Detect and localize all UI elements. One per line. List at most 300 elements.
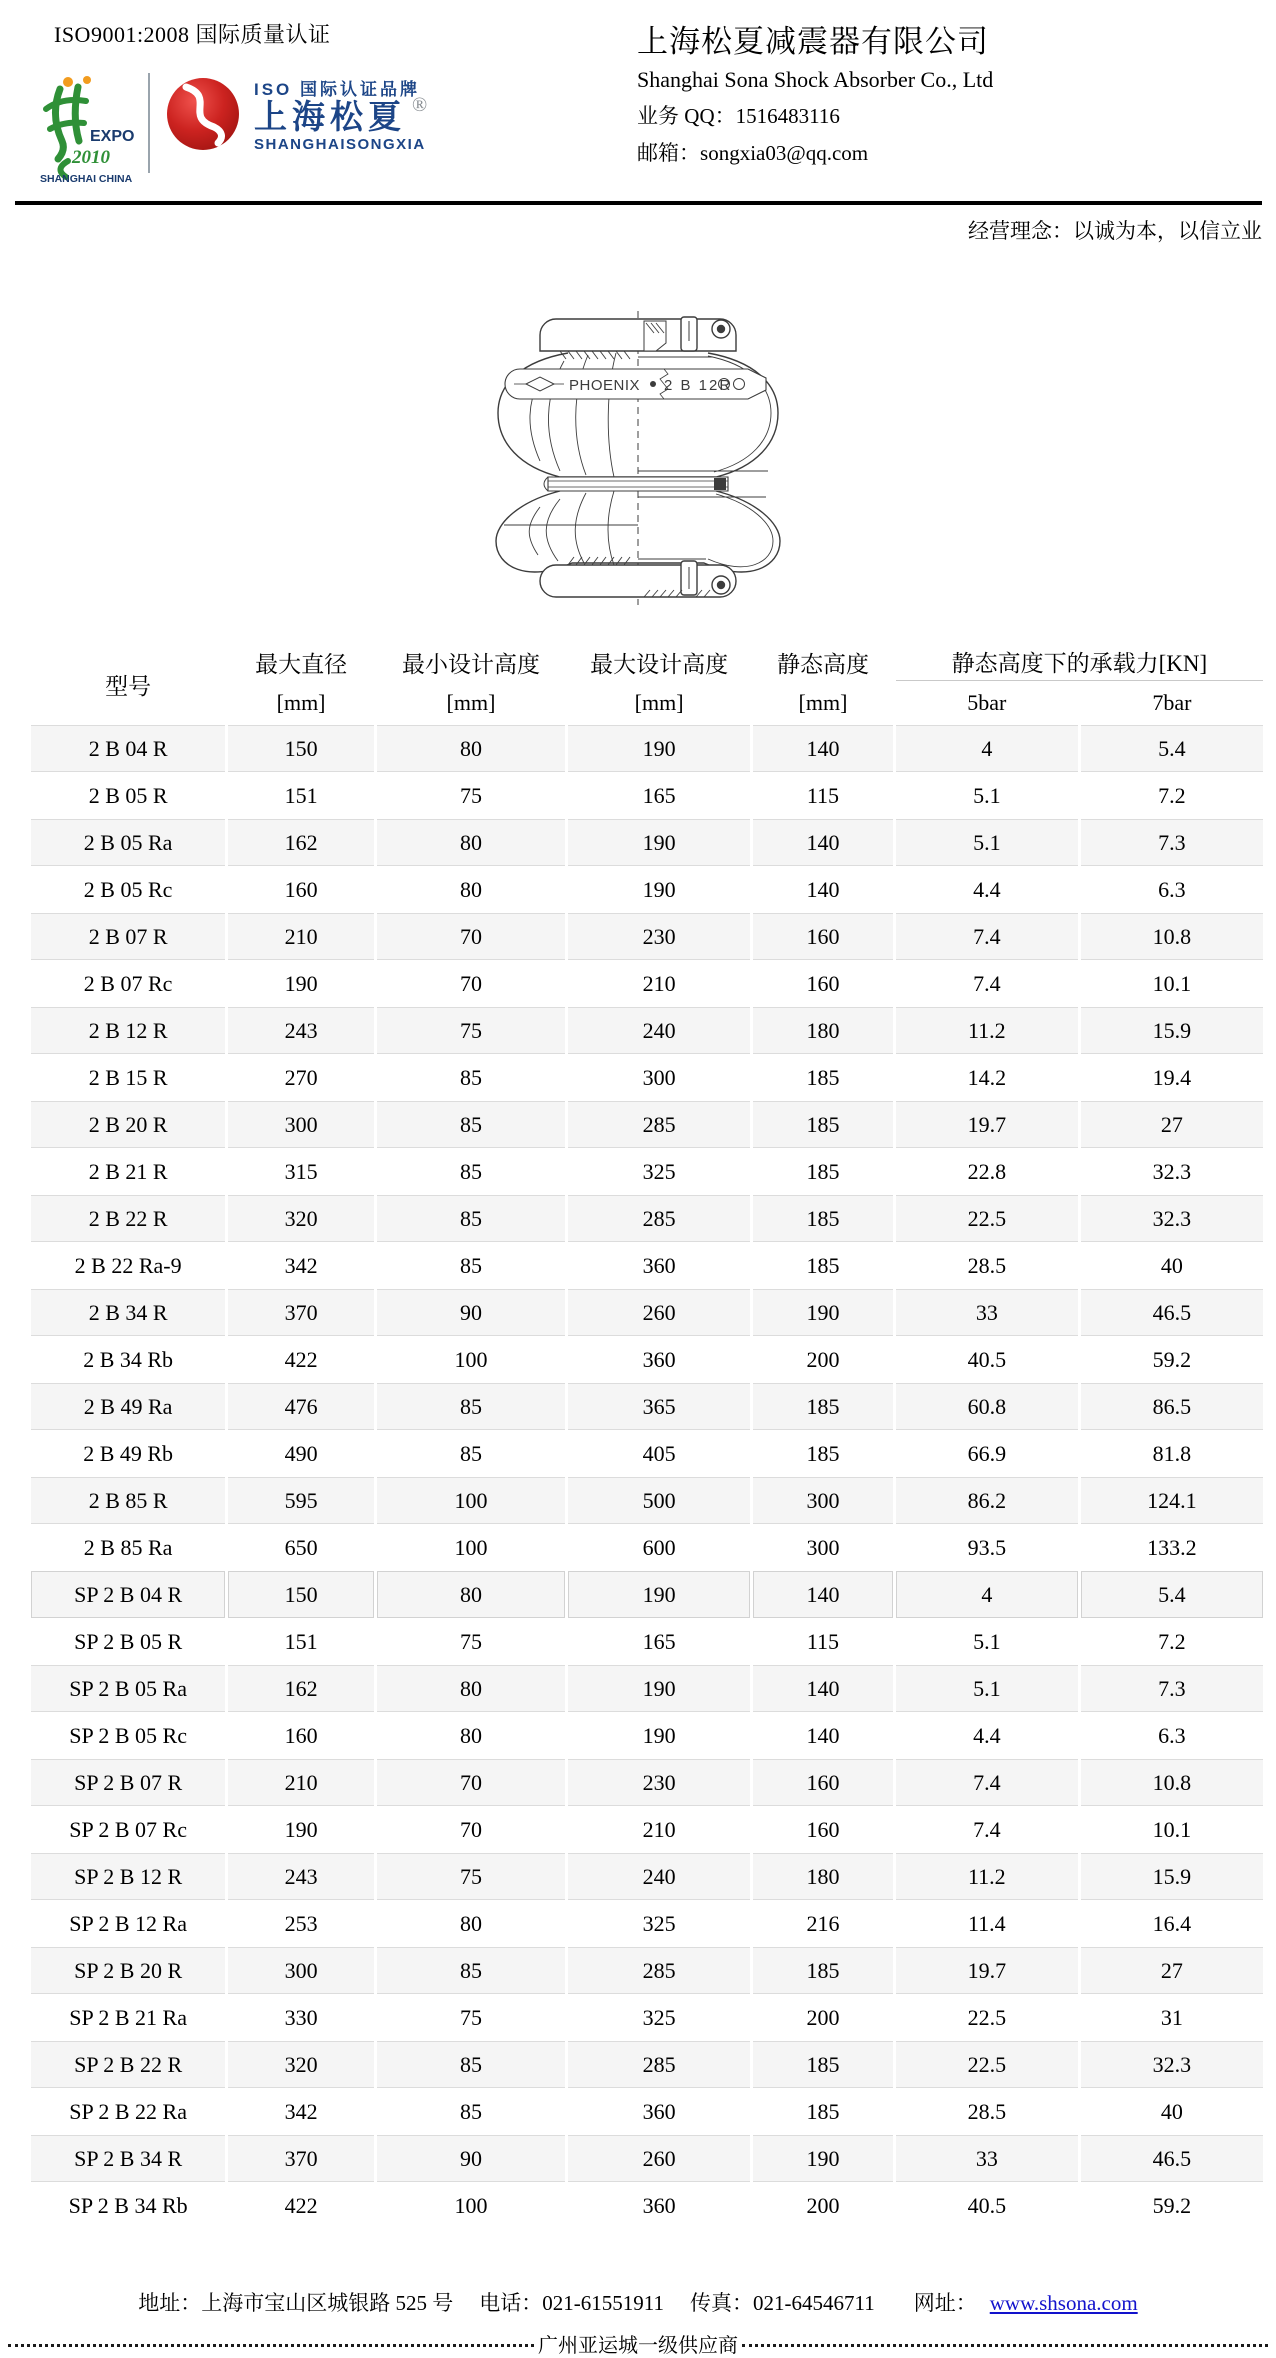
value-cell: 160	[284, 1722, 318, 1748]
value-cell: 22.5	[967, 2004, 1007, 2030]
value-cell: 90	[377, 1289, 565, 1336]
value-cell: 33	[896, 1289, 1078, 1336]
table-row	[31, 2182, 1263, 2229]
page-header	[0, 10, 1276, 187]
table-row	[31, 1101, 1263, 1148]
value-cell: 32.3	[1081, 2041, 1263, 2088]
value-cell: 260	[568, 1289, 750, 1336]
value-cell: 75	[459, 782, 482, 808]
footer-phone: 电话：021-61551911	[479, 2291, 665, 2315]
value-cell: 185	[806, 1158, 840, 1184]
col-unit-max-diameter: [mm]	[276, 690, 326, 715]
spec-table	[28, 631, 1266, 2229]
spec-table-section	[0, 605, 1276, 2229]
table-row	[31, 1759, 1263, 1806]
value-cell: 75	[377, 1853, 565, 1900]
value-cell: 160	[284, 876, 318, 902]
value-cell: 216	[806, 1910, 840, 1936]
page-footer	[0, 2287, 1276, 2358]
value-cell: 86.5	[1081, 1383, 1263, 1430]
model-cell: 2 B 20 R	[31, 1101, 225, 1148]
supplier-banner-text: 广州亚运城一级供应商	[538, 2335, 738, 2357]
value-cell: 140	[753, 1571, 893, 1618]
value-cell: 70	[459, 970, 482, 996]
logo-row	[38, 69, 637, 187]
value-cell: 14.2	[967, 1064, 1007, 1090]
value-cell: 325	[642, 1158, 676, 1184]
value-cell: 7.3	[1081, 819, 1263, 866]
svg-text:SHANGHAI CHINA: SHANGHAI CHINA	[40, 173, 133, 185]
songxia-name-cn: 上海松夏	[254, 100, 406, 136]
value-cell: 300	[806, 1534, 840, 1560]
value-cell: 140	[753, 725, 893, 772]
value-cell: 4	[896, 725, 1078, 772]
value-cell: 200	[806, 1346, 840, 1372]
col-header-min-design-height: 最小设计高度	[401, 651, 540, 677]
value-cell: 85	[377, 1101, 565, 1148]
value-cell: 422	[284, 2192, 318, 2218]
value-cell: 85	[377, 1195, 565, 1242]
value-cell: 185	[753, 1947, 893, 1994]
company-name-cn: 上海松夏减震器有限公司	[637, 24, 990, 59]
value-cell: 5.1	[973, 1628, 1001, 1654]
value-cell: 190	[568, 725, 750, 772]
col-header-5bar: 5bar	[967, 690, 1007, 715]
model-cell: 2 B 22 R	[31, 1195, 225, 1242]
value-cell: 85	[377, 1947, 565, 1994]
table-row	[31, 866, 1263, 913]
value-cell: 650	[284, 1534, 318, 1560]
value-cell: 360	[642, 1252, 676, 1278]
value-cell: 19.7	[896, 1947, 1078, 1994]
table-row	[31, 1900, 1263, 1947]
value-cell: 190	[642, 1722, 676, 1748]
value-cell: 10.8	[1081, 913, 1263, 960]
value-cell: 210	[642, 1816, 676, 1842]
table-row	[31, 2135, 1263, 2182]
svg-text:2010: 2010	[72, 147, 110, 168]
table-row	[31, 1430, 1263, 1477]
value-cell: 80	[459, 876, 482, 902]
col-header-max-design-height: 最大设计高度	[590, 651, 729, 677]
value-cell: 10.1	[1152, 970, 1192, 996]
value-cell: 10.1	[1152, 1816, 1192, 1842]
value-cell: 32.3	[1081, 1195, 1263, 1242]
value-cell: 7.4	[896, 1759, 1078, 1806]
value-cell: 59.2	[1152, 2192, 1192, 2218]
value-cell: 360	[642, 2098, 676, 2124]
value-cell: 270	[284, 1064, 318, 1090]
model-cell: 2 B 85 Ra	[83, 1534, 173, 1560]
value-cell: 7.4	[973, 970, 1001, 996]
value-cell: 165	[642, 1628, 676, 1654]
value-cell: 140	[806, 876, 840, 902]
model-cell: 2 B 34 R	[31, 1289, 225, 1336]
value-cell: 115	[806, 1628, 840, 1654]
model-cell: SP 2 B 20 R	[31, 1947, 225, 1994]
value-cell: 5.1	[973, 782, 1001, 808]
table-row	[31, 1289, 1263, 1336]
value-cell: 70	[377, 1759, 565, 1806]
footer-website-label: 网址：	[913, 2291, 977, 2315]
value-cell: 210	[228, 1759, 374, 1806]
value-cell: 85	[459, 1158, 482, 1184]
table-row	[31, 913, 1263, 960]
value-cell: 10.8	[1081, 1759, 1263, 1806]
model-cell: SP 2 B 07 R	[31, 1759, 225, 1806]
value-cell: 60.8	[896, 1383, 1078, 1430]
value-cell: 140	[753, 1665, 893, 1712]
table-row	[31, 1007, 1263, 1054]
model-cell: 2 B 07 R	[31, 913, 225, 960]
value-cell: 422	[284, 1346, 318, 1372]
value-cell: 185	[806, 1064, 840, 1090]
value-cell: 330	[284, 2004, 318, 2030]
value-cell: 40	[1160, 2098, 1183, 2124]
value-cell: 190	[642, 876, 676, 902]
col-header-static-height: 静态高度	[776, 651, 869, 677]
value-cell: 32.3	[1152, 1158, 1192, 1184]
value-cell: 150	[228, 725, 374, 772]
value-cell: 22.5	[896, 2041, 1078, 2088]
value-cell: 342	[284, 2098, 318, 2124]
model-cell: 2 B 05 R	[88, 782, 168, 808]
value-cell: 7.2	[1158, 1628, 1186, 1654]
value-cell: 100	[377, 1477, 565, 1524]
value-cell: 190	[284, 1816, 318, 1842]
table-row	[31, 772, 1263, 819]
table-row	[31, 1383, 1263, 1430]
model-cell: SP 2 B 05 R	[74, 1628, 183, 1654]
value-cell: 7.4	[973, 1816, 1001, 1842]
value-cell: 200	[806, 2004, 840, 2030]
table-row	[31, 2088, 1263, 2135]
value-cell: 85	[377, 2041, 565, 2088]
songxia-sphere-icon	[164, 75, 242, 153]
value-cell: 85	[459, 1064, 482, 1090]
value-cell: 80	[377, 1571, 565, 1618]
value-cell: 16.4	[1152, 1910, 1192, 1936]
table-row	[31, 1853, 1263, 1900]
value-cell: 210	[228, 913, 374, 960]
value-cell: 180	[753, 1853, 893, 1900]
value-cell: 6.3	[1158, 876, 1186, 902]
table-row	[31, 725, 1263, 772]
value-cell: 4	[896, 1571, 1078, 1618]
value-cell: 185	[753, 1195, 893, 1242]
value-cell: 320	[228, 1195, 374, 1242]
value-cell: 315	[284, 1158, 318, 1184]
value-cell: 40	[1160, 1252, 1183, 1278]
value-cell: 300	[228, 1947, 374, 1994]
value-cell: 5.1	[896, 819, 1078, 866]
value-cell: 31	[1160, 2004, 1183, 2030]
value-cell: 370	[228, 1289, 374, 1336]
value-cell: 80	[459, 1910, 482, 1936]
supplier-banner	[8, 2329, 1268, 2358]
value-cell: 40.5	[967, 1346, 1007, 1372]
value-cell: 185	[753, 1101, 893, 1148]
model-cell: SP 2 B 04 R	[31, 1571, 225, 1618]
air-spring-technical-drawing	[468, 311, 808, 605]
value-cell: 5.1	[896, 1665, 1078, 1712]
value-cell: 240	[568, 1853, 750, 1900]
value-cell: 140	[806, 1722, 840, 1748]
col-header-load-capacity: 静态高度下的承载力[KN]	[896, 631, 1263, 681]
value-cell: 80	[377, 819, 565, 866]
value-cell: 80	[377, 725, 565, 772]
value-cell: 180	[753, 1007, 893, 1054]
model-cell: 2 B 07 Rc	[83, 970, 173, 996]
value-cell: 200	[806, 2192, 840, 2218]
value-cell: 7.2	[1158, 782, 1186, 808]
value-cell: 360	[642, 1346, 676, 1372]
value-cell: 285	[568, 1195, 750, 1242]
model-cell: 2 B 15 R	[88, 1064, 168, 1090]
col-header-model: 型号	[105, 673, 152, 699]
value-cell: 243	[228, 1853, 374, 1900]
model-cell: SP 2 B 21 Ra	[69, 2004, 187, 2030]
value-cell: 81.8	[1152, 1440, 1192, 1466]
registered-mark: ®	[412, 94, 428, 116]
value-cell: 75	[459, 1628, 482, 1654]
table-row	[31, 1242, 1263, 1289]
value-cell: 85	[377, 1383, 565, 1430]
table-row	[31, 1994, 1263, 2041]
value-cell: 11.2	[896, 1007, 1078, 1054]
value-cell: 190	[284, 970, 318, 996]
value-cell: 185	[753, 1383, 893, 1430]
value-cell: 115	[806, 782, 840, 808]
value-cell: 86.2	[896, 1477, 1078, 1524]
value-cell: 162	[228, 819, 374, 866]
table-row	[31, 1195, 1263, 1242]
model-cell: SP 2 B 22 Ra	[69, 2098, 187, 2124]
value-cell: 190	[753, 1289, 893, 1336]
value-cell: 90	[377, 2135, 565, 2182]
value-cell: 46.5	[1081, 2135, 1263, 2182]
value-cell: 70	[377, 913, 565, 960]
model-cell: SP 2 B 05 Ra	[31, 1665, 225, 1712]
value-cell: 11.4	[967, 1910, 1006, 1936]
value-cell: 320	[228, 2041, 374, 2088]
table-row	[31, 1148, 1263, 1195]
songxia-logo	[164, 75, 427, 153]
table-row	[31, 1524, 1263, 1571]
table-row	[31, 1477, 1263, 1524]
drawing-brand-label: PHOENIX	[569, 377, 641, 394]
qq-line: 业务 QQ：1516483116	[637, 104, 840, 128]
iso-certification-text: ISO9001:2008 国际质量认证	[54, 22, 331, 47]
value-cell: 300	[753, 1477, 893, 1524]
value-cell: 7.3	[1081, 1665, 1263, 1712]
value-cell: 28.5	[967, 1252, 1007, 1278]
value-cell: 600	[642, 1534, 676, 1560]
model-cell: 2 B 05 Ra	[31, 819, 225, 866]
value-cell: 185	[753, 2041, 893, 2088]
value-cell: 75	[459, 2004, 482, 2030]
value-cell: 27	[1081, 1947, 1263, 1994]
model-cell: SP 2 B 34 R	[31, 2135, 225, 2182]
value-cell: 325	[642, 2004, 676, 2030]
value-cell: 160	[753, 913, 893, 960]
value-cell: 19.7	[896, 1101, 1078, 1148]
value-cell: 405	[642, 1440, 676, 1466]
value-cell: 185	[806, 2098, 840, 2124]
value-cell: 253	[284, 1910, 318, 1936]
value-cell: 190	[568, 1665, 750, 1712]
value-cell: 490	[284, 1440, 318, 1466]
value-cell: 5.4	[1081, 1571, 1263, 1618]
expo2010-logo-icon	[38, 69, 138, 187]
model-cell: 2 B 22 Ra-9	[74, 1252, 182, 1278]
spec-table-body	[31, 725, 1263, 2229]
value-cell: 230	[568, 1759, 750, 1806]
value-cell: 260	[568, 2135, 750, 2182]
value-cell: 285	[568, 1947, 750, 1994]
value-cell: 240	[568, 1007, 750, 1054]
model-cell: 2 B 85 R	[31, 1477, 225, 1524]
value-cell: 595	[228, 1477, 374, 1524]
value-cell: 162	[228, 1665, 374, 1712]
col-unit-min-design-height: [mm]	[446, 690, 496, 715]
value-cell: 370	[228, 2135, 374, 2182]
value-cell: 80	[377, 1665, 565, 1712]
value-cell: 124.1	[1081, 1477, 1263, 1524]
value-cell: 100	[454, 1346, 488, 1372]
value-cell: 285	[568, 1101, 750, 1148]
company-info	[637, 10, 1266, 187]
model-cell: SP 2 B 22 R	[31, 2041, 225, 2088]
value-cell: 476	[228, 1383, 374, 1430]
contact-footer-line	[0, 2287, 1276, 2317]
value-cell: 11.2	[896, 1853, 1078, 1900]
value-cell: 342	[284, 1252, 318, 1278]
value-cell: 160	[806, 970, 840, 996]
value-cell: 133.2	[1147, 1534, 1197, 1560]
value-cell: 190	[568, 819, 750, 866]
model-cell: SP 2 B 12 Ra	[69, 1910, 187, 1936]
value-cell: 15.9	[1081, 1853, 1263, 1900]
value-cell: 300	[642, 1064, 676, 1090]
value-cell: 325	[642, 1910, 676, 1936]
value-cell: 85	[459, 1440, 482, 1466]
motto-text: 经营理念：以诚为本，以信立业	[968, 219, 1262, 243]
value-cell: 22.8	[967, 1158, 1007, 1184]
value-cell: 80	[459, 1722, 482, 1748]
value-cell: 66.9	[967, 1440, 1007, 1466]
value-cell: 4.4	[973, 876, 1001, 902]
email-line: 邮箱：songxia03@qq.com	[637, 141, 869, 165]
company-name-en: Shanghai Sona Shock Absorber Co., Ltd	[637, 67, 994, 92]
model-cell: 2 B 12 R	[31, 1007, 225, 1054]
value-cell: 5.4	[1081, 725, 1263, 772]
table-row	[31, 1712, 1263, 1759]
table-row	[31, 819, 1263, 866]
value-cell: 210	[642, 970, 676, 996]
value-cell: 185	[806, 1440, 840, 1466]
model-cell: 2 B 49 Rb	[83, 1440, 174, 1466]
value-cell: 243	[228, 1007, 374, 1054]
value-cell: 160	[806, 1816, 840, 1842]
table-row	[31, 1054, 1263, 1101]
songxia-name-en: SHANGHAISONGXIA	[254, 136, 426, 154]
value-cell: 40.5	[967, 2192, 1007, 2218]
value-cell: 151	[284, 1628, 318, 1654]
value-cell: 500	[568, 1477, 750, 1524]
value-cell: 85	[459, 1252, 482, 1278]
value-cell: 165	[642, 782, 676, 808]
footer-fax: 传真：021-64546711	[690, 2291, 875, 2315]
value-cell: 33	[896, 2135, 1078, 2182]
value-cell: 100	[454, 2192, 488, 2218]
value-cell: 27	[1081, 1101, 1263, 1148]
value-cell: 70	[459, 1816, 482, 1842]
value-cell: 360	[642, 2192, 676, 2218]
value-cell: 4.4	[973, 1722, 1001, 1748]
model-cell: SP 2 B 07 Rc	[69, 1816, 187, 1842]
value-cell: 300	[228, 1101, 374, 1148]
model-cell: 2 B 49 Ra	[31, 1383, 225, 1430]
table-row	[31, 1947, 1263, 1994]
value-cell: 150	[228, 1571, 374, 1618]
table-row	[31, 1665, 1263, 1712]
value-cell: 160	[753, 1759, 893, 1806]
logo-divider	[148, 73, 150, 173]
value-cell: 285	[568, 2041, 750, 2088]
value-cell: 19.4	[1152, 1064, 1192, 1090]
table-row	[31, 1806, 1263, 1853]
col-header-max-diameter: 最大直径	[255, 651, 348, 677]
table-row	[31, 1618, 1263, 1665]
model-cell: SP 2 B 12 R	[31, 1853, 225, 1900]
value-cell: 7.4	[896, 913, 1078, 960]
songxia-tagline: ISO 国际认证品牌	[254, 80, 421, 99]
value-cell: 46.5	[1081, 1289, 1263, 1336]
footer-address: 地址：上海市宝山区城银路 525 号	[138, 2291, 454, 2315]
svg-text:EXPO: EXPO	[90, 128, 135, 145]
value-cell: 190	[753, 2135, 893, 2182]
value-cell: 15.9	[1081, 1007, 1263, 1054]
value-cell: 151	[284, 782, 318, 808]
model-cell: 2 B 04 R	[31, 725, 225, 772]
table-row	[31, 2041, 1263, 2088]
website-link[interactable]: www.shsona.com	[989, 2291, 1138, 2315]
table-row	[31, 1571, 1263, 1618]
value-cell: 190	[568, 1571, 750, 1618]
model-cell: 2 B 21 R	[88, 1158, 168, 1184]
model-cell: SP 2 B 34 Rb	[68, 2192, 188, 2218]
value-cell: 22.5	[896, 1195, 1078, 1242]
value-cell: 75	[377, 1007, 565, 1054]
model-cell: 2 B 34 Rb	[83, 1346, 174, 1372]
col-header-7bar: 7bar	[1152, 690, 1192, 715]
model-cell: SP 2 B 05 Rc	[69, 1722, 187, 1748]
value-cell: 230	[568, 913, 750, 960]
table-row	[31, 960, 1263, 1007]
value-cell: 93.5	[967, 1534, 1007, 1560]
value-cell: 28.5	[967, 2098, 1007, 2124]
drawing-model-label: 2 B 12R	[664, 377, 733, 394]
col-unit-static-height: [mm]	[798, 690, 848, 715]
value-cell: 100	[454, 1534, 488, 1560]
value-cell: 6.3	[1158, 1722, 1186, 1748]
col-unit-max-design-height: [mm]	[634, 690, 684, 715]
value-cell: 85	[459, 2098, 482, 2124]
table-row	[31, 1336, 1263, 1383]
value-cell: 59.2	[1152, 1346, 1192, 1372]
value-cell: 185	[806, 1252, 840, 1278]
